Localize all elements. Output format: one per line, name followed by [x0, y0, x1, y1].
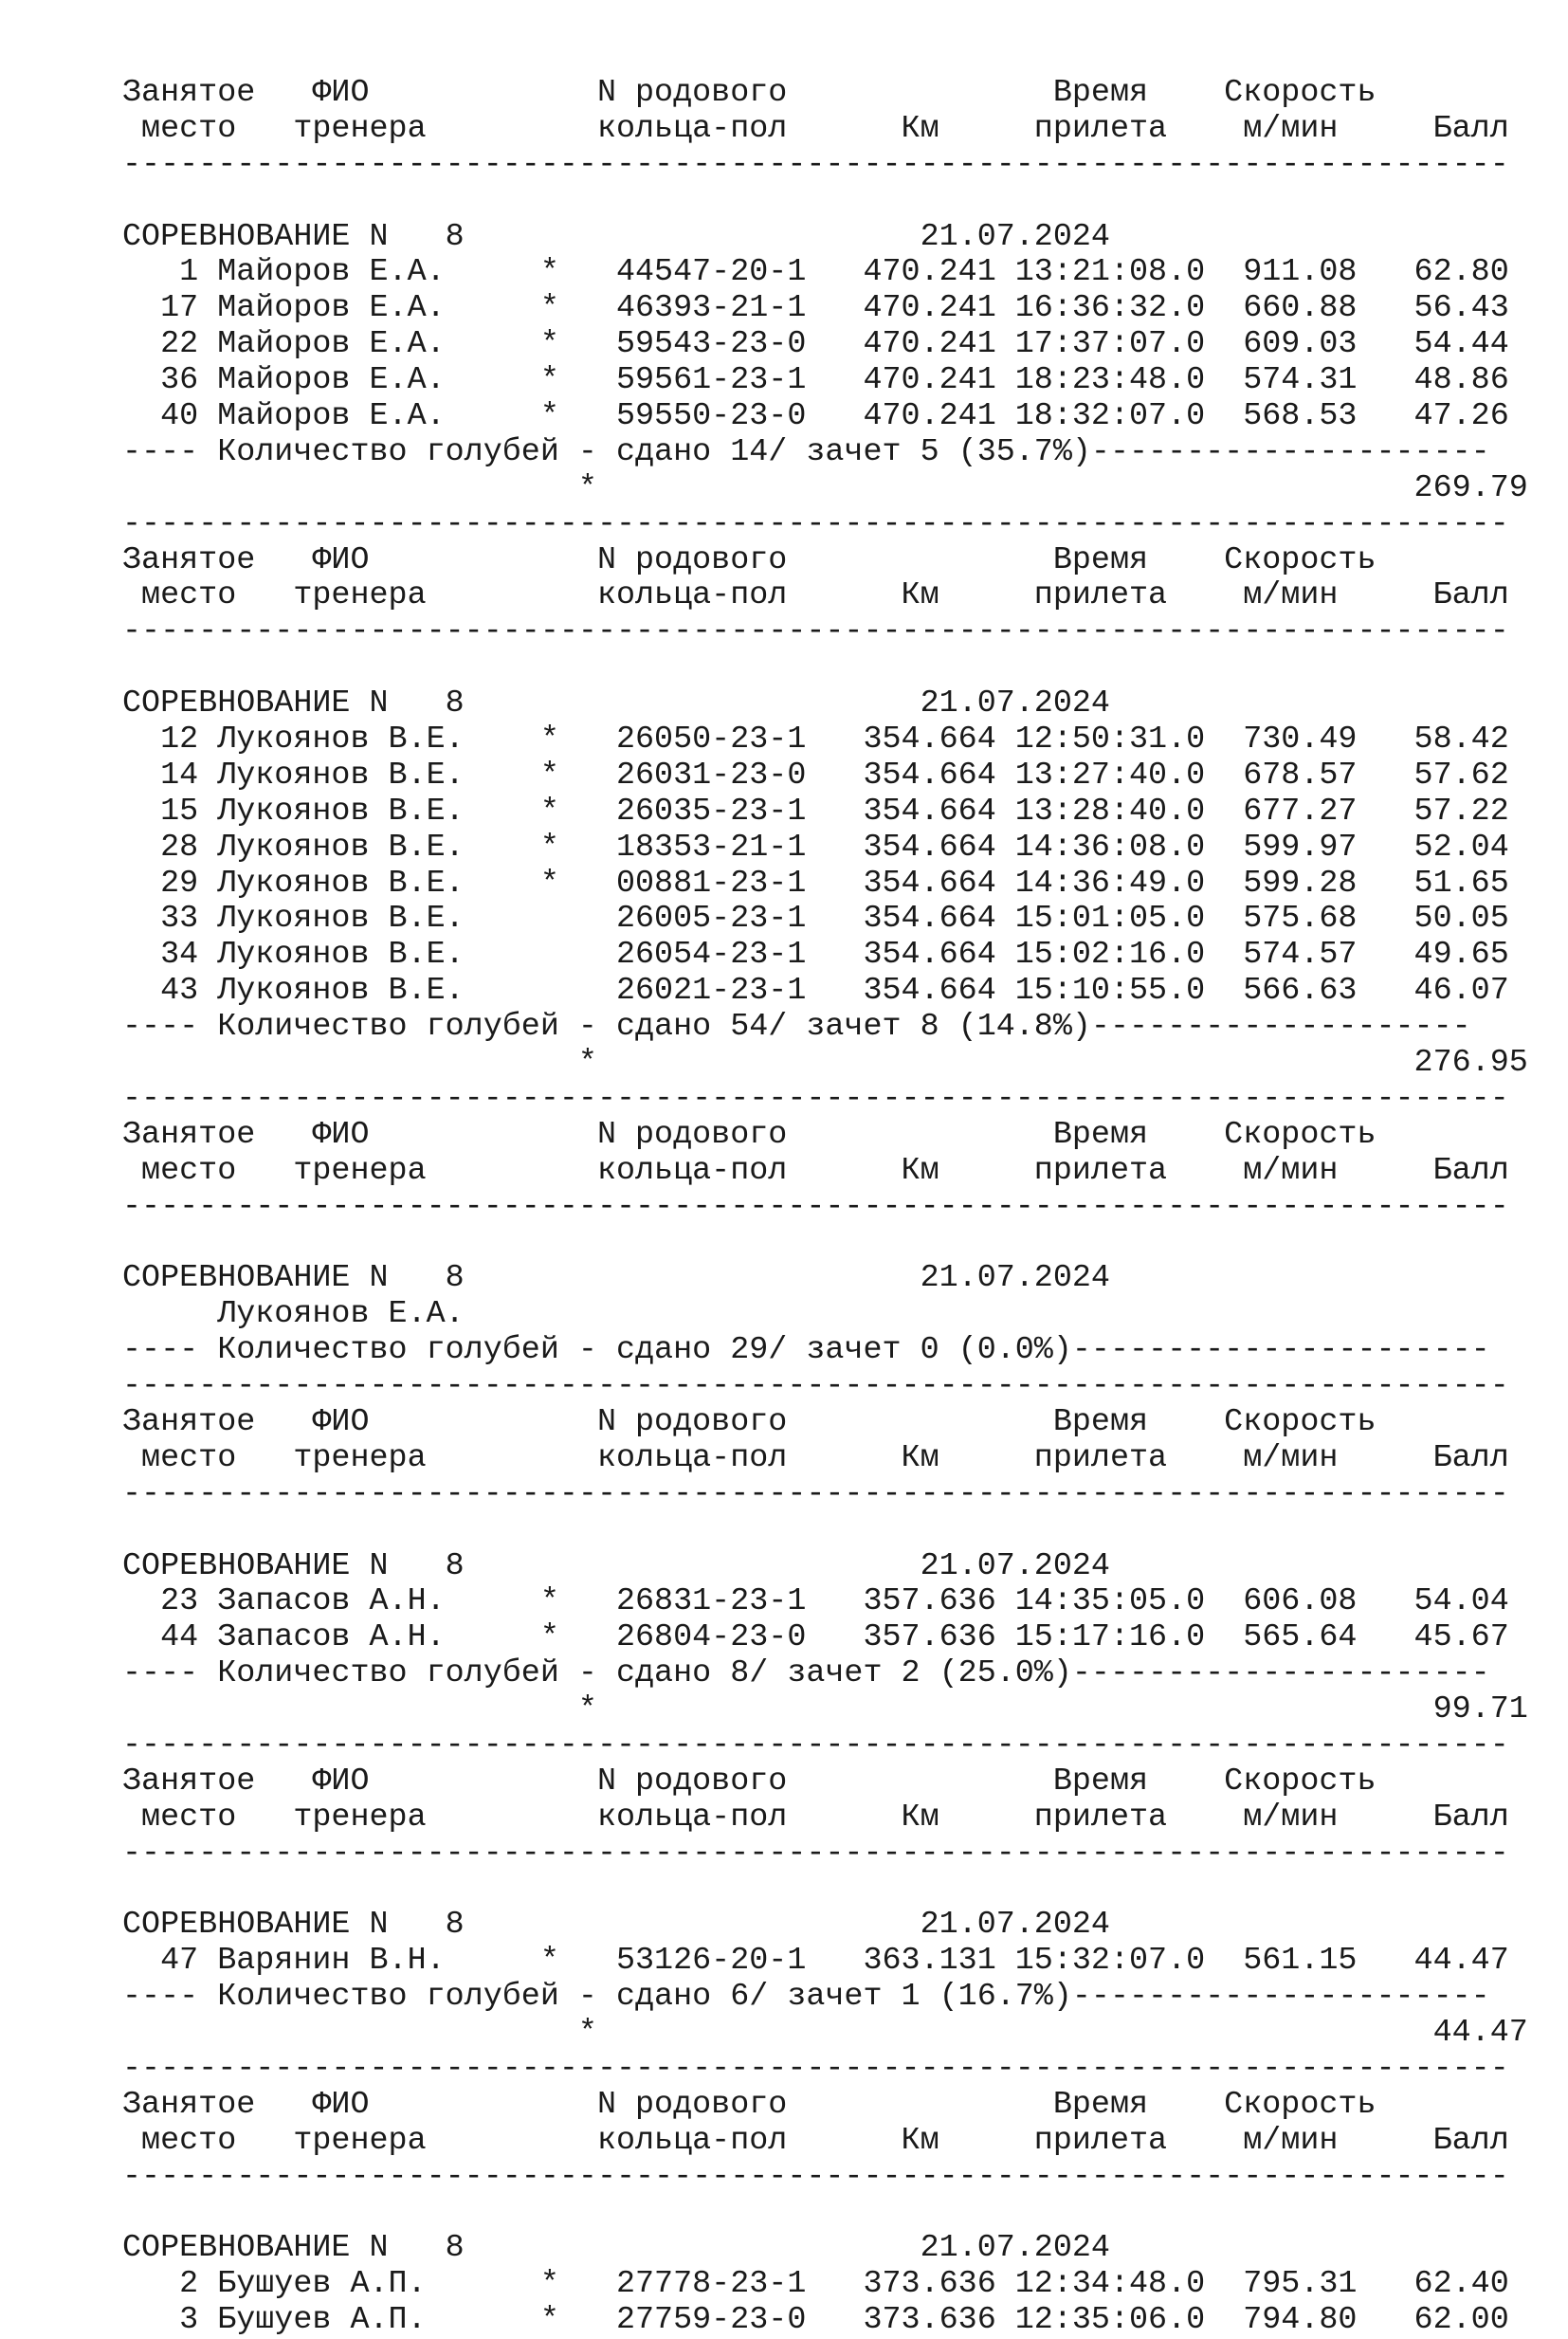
column-header-line: Занятое ФИО N родового Время Скорость [122, 1763, 1377, 1800]
competition-line: СОРЕВНОВАНИЕ N 8 21.07.2024 [122, 1907, 1110, 1944]
blank-line [122, 2196, 1528, 2232]
result-row: 3 Бушуев А.П. * 27759-23-0 373.636 12:35:06.0 794.80 62.00 [122, 2302, 1509, 2339]
result-row: 23 Запасов А.Н. * 26831-23-1 357.636 14:35:05.0 606.08 54.04 [122, 1583, 1509, 1620]
header-divider: ------------------------------------------------------------------------- [122, 146, 1509, 183]
blank-line [122, 1873, 1528, 1909]
header-divider: ------------------------------------------------------------------------- [122, 1188, 1509, 1225]
column-header-line: место тренера кольца-пол Км прилета м/мин Балл [122, 1799, 1509, 1836]
column-header-line: Занятое ФИО N родового Время Скорость [122, 541, 1377, 578]
header-divider: ------------------------------------------------------------------------- [122, 2158, 1509, 2195]
column-header-line: место тренера кольца-пол Км прилета м/мин Балл [122, 1439, 1509, 1476]
result-row: 40 Майоров Е.А. * 59550-23-0 470.241 18:32:07.0 568.53 47.26 [122, 398, 1509, 435]
result-row: 33 Лукоянов В.Е. 26005-23-1 354.664 15:01:05.0 575.68 50.05 [122, 901, 1509, 938]
header-divider: ------------------------------------------------------------------------- [122, 613, 1509, 650]
column-header-line: место тренера кольца-пол Км прилета м/мин Балл [122, 577, 1509, 614]
competition-line: СОРЕВНОВАНИЕ N 8 21.07.2024 [122, 1547, 1110, 1584]
column-header-line: место тренера кольца-пол Км прилета м/мин Балл [122, 1152, 1509, 1189]
column-header-line: место тренера кольца-пол Км прилета м/мин Балл [122, 110, 1509, 147]
competition-line: СОРЕВНОВАНИЕ N 8 21.07.2024 [122, 685, 1110, 722]
result-row: 22 Майоров Е.А. * 59543-23-0 470.241 17:37:07.0 609.03 54.44 [122, 326, 1509, 363]
result-row: 34 Лукоянов В.Е. 26054-23-1 354.664 15:02:16.0 574.57 49.65 [122, 937, 1509, 974]
blank-line [122, 650, 1528, 686]
column-header-line: Занятое ФИО N родового Время Скорость [122, 2086, 1377, 2123]
section-separator: ------------------------------------------------------------------------- [122, 2050, 1509, 2087]
summary-line: ---- Количество голубей - сдано 54/ зачет 8 (14.8%)-------------------- [122, 1009, 1471, 1046]
result-row: 43 Лукоянов В.Е. 26021-23-1 354.664 15:10:55.0 566.63 46.07 [122, 973, 1509, 1010]
result-row: 44 Запасов А.Н. * 26804-23-0 357.636 15:17:16.0 565.64 45.67 [122, 1619, 1509, 1656]
result-row: 36 Майоров Е.А. * 59561-23-1 470.241 18:23:48.0 574.31 48.86 [122, 362, 1509, 399]
result-row: 47 Варянин В.Н. * 53126-20-1 363.131 15:32:07.0 561.15 44.47 [122, 1943, 1509, 1980]
section-separator: ------------------------------------------------------------------------- [122, 1727, 1509, 1763]
result-row: 1 Майоров Е.А. * 44547-20-1 470.241 13:21:08.0 911.08 62.80 [122, 254, 1509, 291]
column-header-line: Занятое ФИО N родового Время Скорость [122, 75, 1377, 111]
column-header-line: Занятое ФИО N родового Время Скорость [122, 1116, 1377, 1153]
competition-line: СОРЕВНОВАНИЕ N 8 21.07.2024 [122, 2230, 1110, 2267]
result-row: 29 Лукоянов В.Е. * 00881-23-1 354.664 14:36:49.0 599.28 51.65 [122, 865, 1509, 902]
result-row: 14 Лукоянов В.Е. * 26031-23-0 354.664 13:27:40.0 678.57 57.62 [122, 757, 1509, 794]
result-row: 12 Лукоянов В.Е. * 26050-23-1 354.664 12:50:31.0 730.49 58.42 [122, 722, 1509, 758]
result-row: 17 Майоров Е.А. * 46393-21-1 470.241 16:36:32.0 660.88 56.43 [122, 290, 1509, 327]
result-row: 2 Бушуев А.П. * 27778-23-1 373.636 12:34:48.0 795.31 62.40 [122, 2266, 1509, 2303]
result-row: Лукоянов Е.А. [122, 1296, 465, 1333]
summary-line: ---- Количество голубей - сдано 29/ зачет 0 (0.0%)---------------------- [122, 1332, 1490, 1369]
blank-line [122, 1226, 1528, 1262]
summary-line: ---- Количество голубей - сдано 14/ зачет 5 (35.7%)--------------------- [122, 433, 1490, 470]
result-row: 15 Лукоянов В.Е. * 26035-23-1 354.664 13:28:40.0 677.27 57.22 [122, 793, 1509, 830]
total-score-line: * 44.47 [122, 2015, 1528, 2052]
blank-line [122, 1513, 1528, 1549]
section-separator: ------------------------------------------------------------------------- [122, 505, 1509, 542]
column-header-line: место тренера кольца-пол Км прилета м/мин Балл [122, 2122, 1509, 2159]
results-printout [122, 76, 1528, 2339]
competition-line: СОРЕВНОВАНИЕ N 8 21.07.2024 [122, 218, 1110, 255]
header-divider: ------------------------------------------------------------------------- [122, 1475, 1509, 1512]
total-score-line: * 99.71 [122, 1691, 1528, 1728]
competition-line: СОРЕВНОВАНИЕ N 8 21.07.2024 [122, 1260, 1110, 1297]
total-score-line: * 276.95 [122, 1045, 1528, 1082]
section-separator: ------------------------------------------------------------------------- [122, 1368, 1509, 1405]
summary-line: ---- Количество голубей - сдано 6/ зачет 1 (16.7%)---------------------- [122, 1979, 1490, 2016]
total-score-line: * 269.79 [122, 469, 1528, 506]
blank-line [122, 184, 1528, 220]
section-separator: ------------------------------------------------------------------------- [122, 1080, 1509, 1117]
header-divider: ------------------------------------------------------------------------- [122, 1835, 1509, 1872]
column-header-line: Занятое ФИО N родового Время Скорость [122, 1403, 1377, 1440]
summary-line: ---- Количество голубей - сдано 8/ зачет 2 (25.0%)---------------------- [122, 1655, 1490, 1692]
result-row: 28 Лукоянов В.Е. * 18353-21-1 354.664 14:36:08.0 599.97 52.04 [122, 829, 1509, 866]
